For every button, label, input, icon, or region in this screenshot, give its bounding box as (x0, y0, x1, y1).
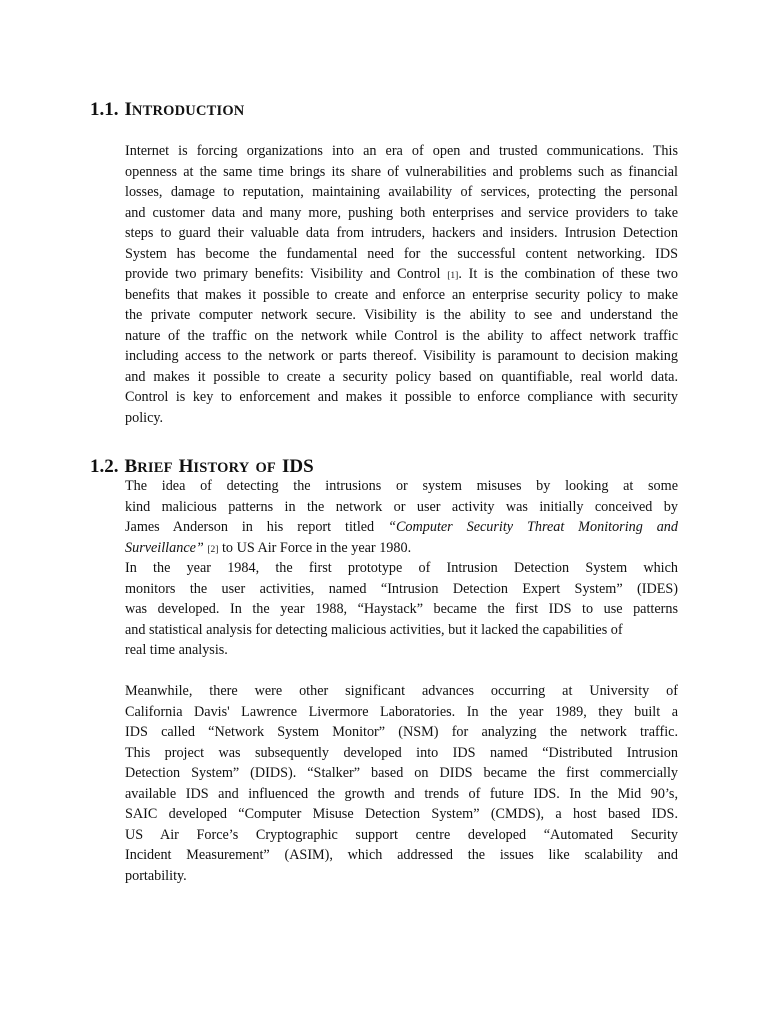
text-line: benefits that makes it possible to create and enforce an enterprise security policy to make (125, 286, 678, 303)
text-line: Control is key to enforcement and makes it possible to enforce compliance with security (125, 389, 678, 405)
section-number: 1.1. (90, 99, 119, 120)
text-line: IDS called “Network System Monitor” (NSM) for analyzing the network traffic. (125, 724, 678, 740)
text-line: Internet is forcing organizations into an era of open and trusted communications. This (125, 143, 678, 159)
text-fragment: provide two primary benefits: Visibility and Control (125, 266, 448, 282)
heading-word: OF (255, 460, 276, 476)
text-line (125, 538, 678, 559)
citation-ref: [2] (207, 544, 219, 555)
text-line (125, 517, 678, 538)
text-line: System has become the fundamental need for the successful content networking. IDS (125, 245, 678, 262)
text-line: and statistical analysis for detecting malicious activities, but it lacked the capabilities of (125, 621, 623, 638)
text-line: monitors the user activities, named “Intrusion Detection Expert System” (IDES) (125, 580, 678, 597)
citation-ref: [1] (447, 271, 459, 281)
text-line: available IDS and influenced the growth and trends of future IDS. In the Mid 90’s, (125, 785, 678, 802)
section-heading-introduction (90, 95, 244, 122)
heading-rest: NTRODUCTION (131, 103, 245, 119)
text-line: SAIC developed “Computer Misuse Detection System” (CMDS), a host based IDS. (125, 806, 678, 822)
text-line: nature of the traffic on the network while Control is the ability to affect network traffic (125, 327, 678, 344)
text-line: In the year 1984, the first prototype of Intrusion Detection System which (125, 560, 678, 576)
heading-rest: RIEF (137, 460, 173, 476)
text-fragment: . It is the combination of these two (458, 266, 679, 282)
text-line: Incident Measurement” (ASIM), which addressed the issues like scalability and (125, 847, 678, 863)
heading-initial: H (178, 456, 194, 477)
text-line: real time analysis. (125, 642, 228, 658)
text-line: Detection System” (DIDS). “Stalker” based on DIDS became the first commercially (125, 765, 678, 781)
text-fragment: to US Air Force in the year 1980. (218, 539, 412, 556)
section-number: 1.2. (90, 456, 119, 477)
text-line: portability. (125, 867, 187, 884)
introduction-paragraph (125, 141, 678, 428)
paragraph-gap (125, 661, 678, 682)
text-line: losses, damage to reputation, maintaining availability of services, protecting the personal (125, 184, 678, 200)
text-line: including access to the network or parts thereof. Visibility is paramount to decision making (125, 348, 678, 364)
text-line: kind malicious patterns in the network or user activity was initially conceived by (125, 498, 678, 515)
text-line: US Air Force’s Cryptographic support centre developed “Automated Security (125, 826, 678, 843)
text-line: This project was subsequently developed into IDS named “Distributed Intrusion (125, 744, 678, 761)
text-line: The idea of detecting the intrusions or system misuses by looking at some (125, 478, 678, 494)
history-paragraphs (125, 476, 678, 886)
text-line (125, 264, 678, 285)
text-line: and customer data and many more, pushing both enterprises and service providers to take (125, 204, 678, 221)
text-fragment: James Anderson in his report titled (125, 519, 389, 535)
report-title: “Computer Security Threat Monitoring and (388, 519, 678, 535)
report-title: Surveillance” (125, 539, 204, 556)
text-line: steps to guard their valuable data from intruders, hackers and insiders. Intrusion Detection (125, 225, 678, 241)
text-line: openness at the same time brings its share of vulnerabilities and problems such as financial (125, 163, 678, 180)
text-line: the private computer network secure. Visibility is the ability to see and understand the (125, 307, 678, 323)
heading-word: IDS (282, 456, 314, 477)
text-line: California Davis' Lawrence Livermore Laboratories. In the year 1989, they built a (125, 703, 678, 720)
text-line: was developed. In the year 1988, “Haystack” became the first IDS to use patterns (125, 601, 678, 617)
section-heading-history (90, 452, 314, 479)
text-line: policy. (125, 409, 164, 426)
heading-initial: B (124, 456, 138, 477)
text-line: and makes it possible to create a security policy based on quantifiable, real world data. (125, 368, 678, 385)
text-line: Meanwhile, there were other significant advances occurring at University of (125, 683, 678, 699)
heading-rest: ISTORY (193, 460, 250, 476)
heading-initial: I (124, 99, 132, 120)
